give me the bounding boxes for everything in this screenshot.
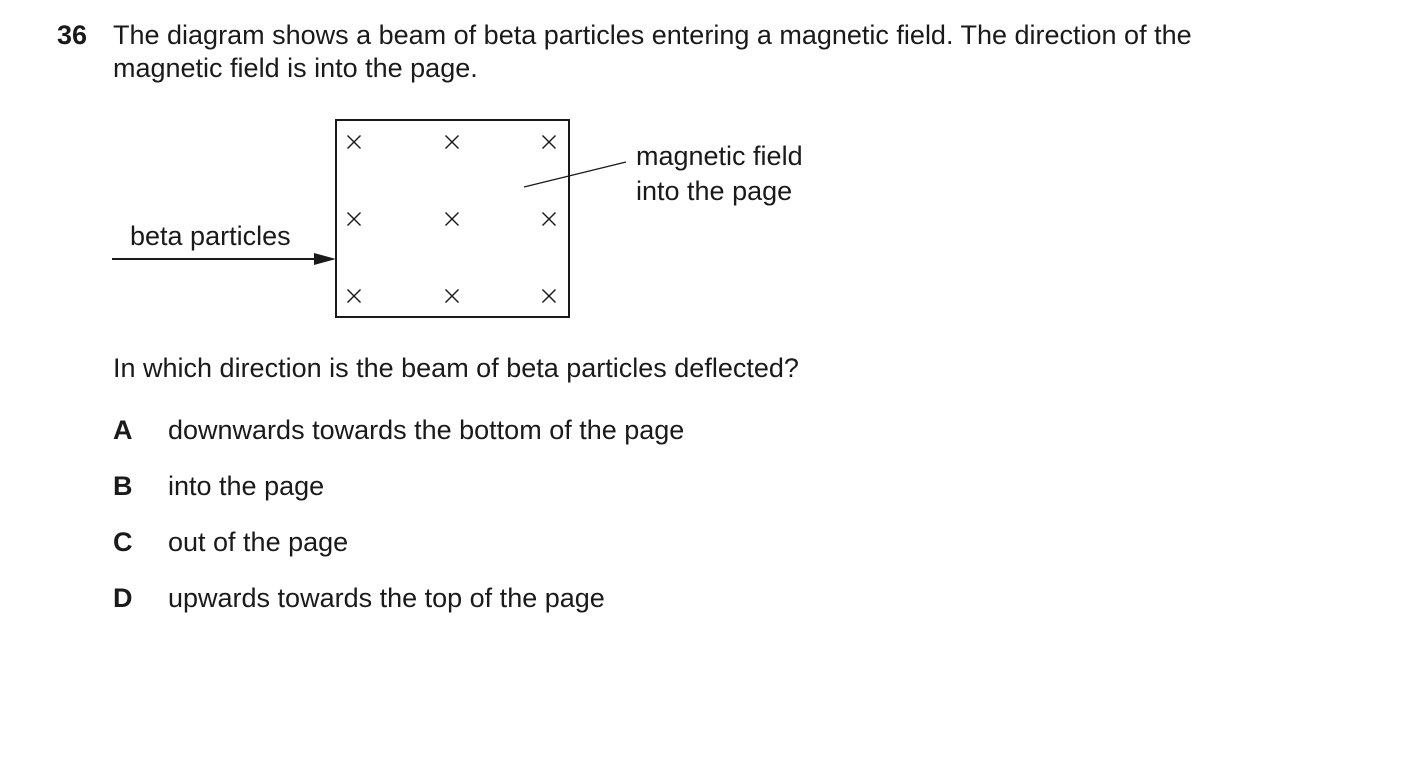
option-d[interactable] — [113, 582, 684, 638]
question-stem-line-1: The diagram shows a beam of beta particles entering a magnetic field. The direction of the — [113, 20, 1192, 50]
magnetic-field-diagram — [0, 0, 900, 340]
field-cross-icon — [348, 136, 361, 149]
field-cross-icon — [348, 290, 361, 303]
field-crosses — [348, 136, 556, 303]
option-letter: A — [113, 415, 133, 445]
field-label-leader — [524, 162, 626, 187]
field-cross-icon — [543, 136, 556, 149]
field-cross-icon — [446, 290, 459, 303]
option-a[interactable] — [113, 414, 684, 470]
question-prompt: In which direction is the beam of beta particles deflected? — [113, 353, 799, 383]
option-letter: D — [113, 583, 133, 613]
field-label-line-2: into the page — [636, 176, 793, 206]
field-cross-icon — [543, 213, 556, 226]
option-text: downwards towards the bottom of the page — [168, 415, 685, 445]
option-b[interactable] — [113, 470, 684, 526]
answer-options — [113, 414, 684, 638]
option-c[interactable] — [113, 526, 684, 582]
field-label-line-1: magnetic field — [636, 141, 803, 171]
beam-arrowhead — [314, 253, 336, 265]
option-letter: C — [113, 527, 133, 557]
field-cross-icon — [348, 213, 361, 226]
beam-label: beta particles — [130, 221, 291, 251]
option-letter: B — [113, 471, 133, 501]
question-stem-line-2: magnetic field is into the page. — [113, 53, 478, 83]
field-cross-icon — [543, 290, 556, 303]
field-cross-icon — [446, 136, 459, 149]
option-text: into the page — [168, 471, 325, 501]
option-text: upwards towards the top of the page — [168, 583, 605, 613]
option-text: out of the page — [168, 527, 349, 557]
question-number: 36 — [57, 20, 88, 50]
field-cross-icon — [446, 213, 459, 226]
